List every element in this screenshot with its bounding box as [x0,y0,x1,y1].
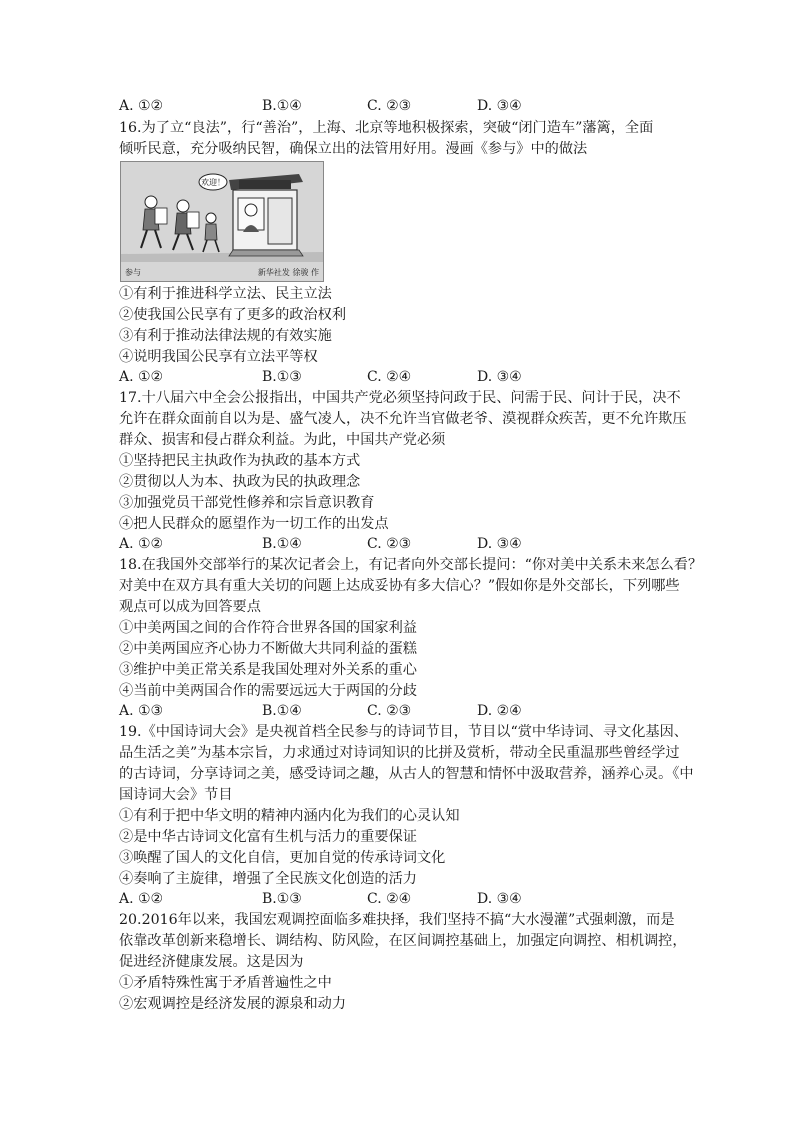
q16-option-c[interactable]: C. ②④ [367,369,412,385]
q17-options [119,534,679,554]
q19-statement-2: ②是中华古诗词文化富有生机与活力的重要保证 [119,829,417,845]
q18-stem-line-1: 18.在我国外交部举行的某次记者会上，有记者向外交部长提问：“你对美中关系未来怎么看？ [119,557,703,573]
q18-option-b[interactable]: B.①④ [262,703,302,719]
q19-statement-4: ④奏响了主旋律，增强了全民族文化创造的活力 [119,871,417,887]
q18-statement-3: ③维护中美正常关系是我国处理对外关系的重心 [119,662,417,678]
q19-stem-line-3: 的古诗词，分享诗词之美，感受诗词之趣，从古人的智慧和情怀中汲取营养，涵养心灵。《中 [119,766,694,782]
q16-statement-1: ①有利于推进科学立法、民主立法 [119,286,332,302]
q20-statement-2: ②宏观调控是经济发展的源泉和动力 [119,996,347,1012]
q19-stem-line-4: 国诗词大会》节目 [119,787,233,803]
q18-statement-4: ④当前中美两国合作的需要远远大于两国的分歧 [119,683,417,699]
q19-option-c[interactable]: C. ②④ [367,891,412,907]
q16-options [119,367,679,387]
q15-option-c[interactable]: C. ②③ [367,98,412,114]
q19-option-b[interactable]: B.①③ [262,891,302,907]
q17-stem-line-1: 17.十八届六中全会公报指出，中国共产党必须坚持问政于民、问需于民、问计于民，决不 [119,390,681,406]
q20-stem-line-2: 依靠改革创新来稳增长、调结构、防风险，在区间调控基础上，加强定向调控、相机调控， [119,933,687,949]
q15-option-a[interactable]: A. ①② [119,98,164,114]
q18-options [119,701,679,721]
q18-statement-2: ②中美两国应齐心协力不断做大共同利益的蛋糕 [119,641,417,657]
q15-option-b[interactable]: B.①④ [262,98,302,114]
q16-cartoon-image [120,161,324,282]
q19-stem-line-2: 品生活之美”为基本宗旨，力求通过对诗词知识的比拼及赏析，带动全民重温那些曾经学过 [119,745,680,761]
q17-option-b[interactable]: B.①④ [262,536,302,552]
q17-option-d[interactable]: D. ③④ [477,536,522,552]
q17-statement-1: ①坚持把民主执政作为执政的基本方式 [119,453,361,469]
q17-statement-3: ③加强党员干部党性修养和宗旨意识教育 [119,495,375,511]
q16-stem-line-1: 16.为了立“良法”，行“善治”，上海、北京等地积极探索，突破“闭门造车”藩篱，全面 [119,120,654,136]
q18-stem-line-2: 对美中在双方具有重大关切的问题上达成妥协有多大信心？”假如你是外交部长，下列哪些 [119,578,680,594]
q17-statement-4: ④把人民群众的愿望作为一切工作的出发点 [119,516,389,532]
q17-option-a[interactable]: A. ①② [119,536,164,552]
cartoon-caption-right: 新华社发 徐骏 作 [257,268,319,277]
q16-statement-3: ③有利于推动法律法规的有效实施 [119,328,332,344]
q18-option-d[interactable]: D. ②④ [477,703,522,719]
q15-option-d[interactable]: D. ③④ [477,98,522,114]
q20-stem-line-1: 20.2016年以来，我国宏观调控面临多难抉择，我们坚持不搞“大水漫灌”式强刺激，而是 [119,912,675,928]
q18-stem-line-3: 观点可以成为回答要点 [119,599,261,615]
q15-options [119,96,679,116]
q18-option-a[interactable]: A. ①③ [119,703,164,719]
q16-statement-4: ④说明我国公民享有立法平等权 [119,349,318,365]
q19-options [119,889,679,909]
q16-option-b[interactable]: B.①③ [262,369,302,385]
q20-statement-1: ①矛盾特殊性寓于矛盾普遍性之中 [119,975,332,991]
q16-statement-2: ②使我国公民享有了更多的政治权利 [119,307,347,323]
q16-option-d[interactable]: D. ③④ [477,369,522,385]
cartoon-caption-left: 参与 [125,268,141,277]
q16-option-a[interactable]: A. ①② [119,369,164,385]
q17-stem-line-2: 允许在群众面前自以为是、盛气凌人，决不允许当官做老爷、漠视群众疾苦，更不允许欺压 [119,411,687,427]
q19-stem-line-1: 19.《中国诗词大会》是央视首档全民参与的诗词节目，节目以“赏中华诗词、寻文化基因、 [119,724,688,740]
q20-stem-line-3: 促进经济健康发展。这是因为 [119,954,304,970]
q19-statement-1: ①有利于把中华文明的精神内涵内化为我们的心灵认知 [119,808,460,824]
q18-option-c[interactable]: C. ②③ [367,703,412,719]
q16-stem-line-2: 倾听民意，充分吸纳民智，确保立出的法管用好用。漫画《参与》中的做法 [119,141,588,157]
cartoon-bubble-text: 欢迎！ [201,178,225,187]
q17-option-c[interactable]: C. ②③ [367,536,412,552]
q17-statement-2: ②贯彻以人为本、执政为民的执政理念 [119,474,361,490]
q18-statement-1: ①中美两国之间的合作符合世界各国的国家利益 [119,620,417,636]
q19-option-d[interactable]: D. ③④ [477,891,522,907]
q17-stem-line-3: 群众、损害和侵占群众利益。为此，中国共产党必须 [119,432,446,448]
q19-statement-3: ③唤醒了国人的文化自信，更加自觉的传承诗词文化 [119,850,446,866]
q19-option-a[interactable]: A. ①② [119,891,164,907]
